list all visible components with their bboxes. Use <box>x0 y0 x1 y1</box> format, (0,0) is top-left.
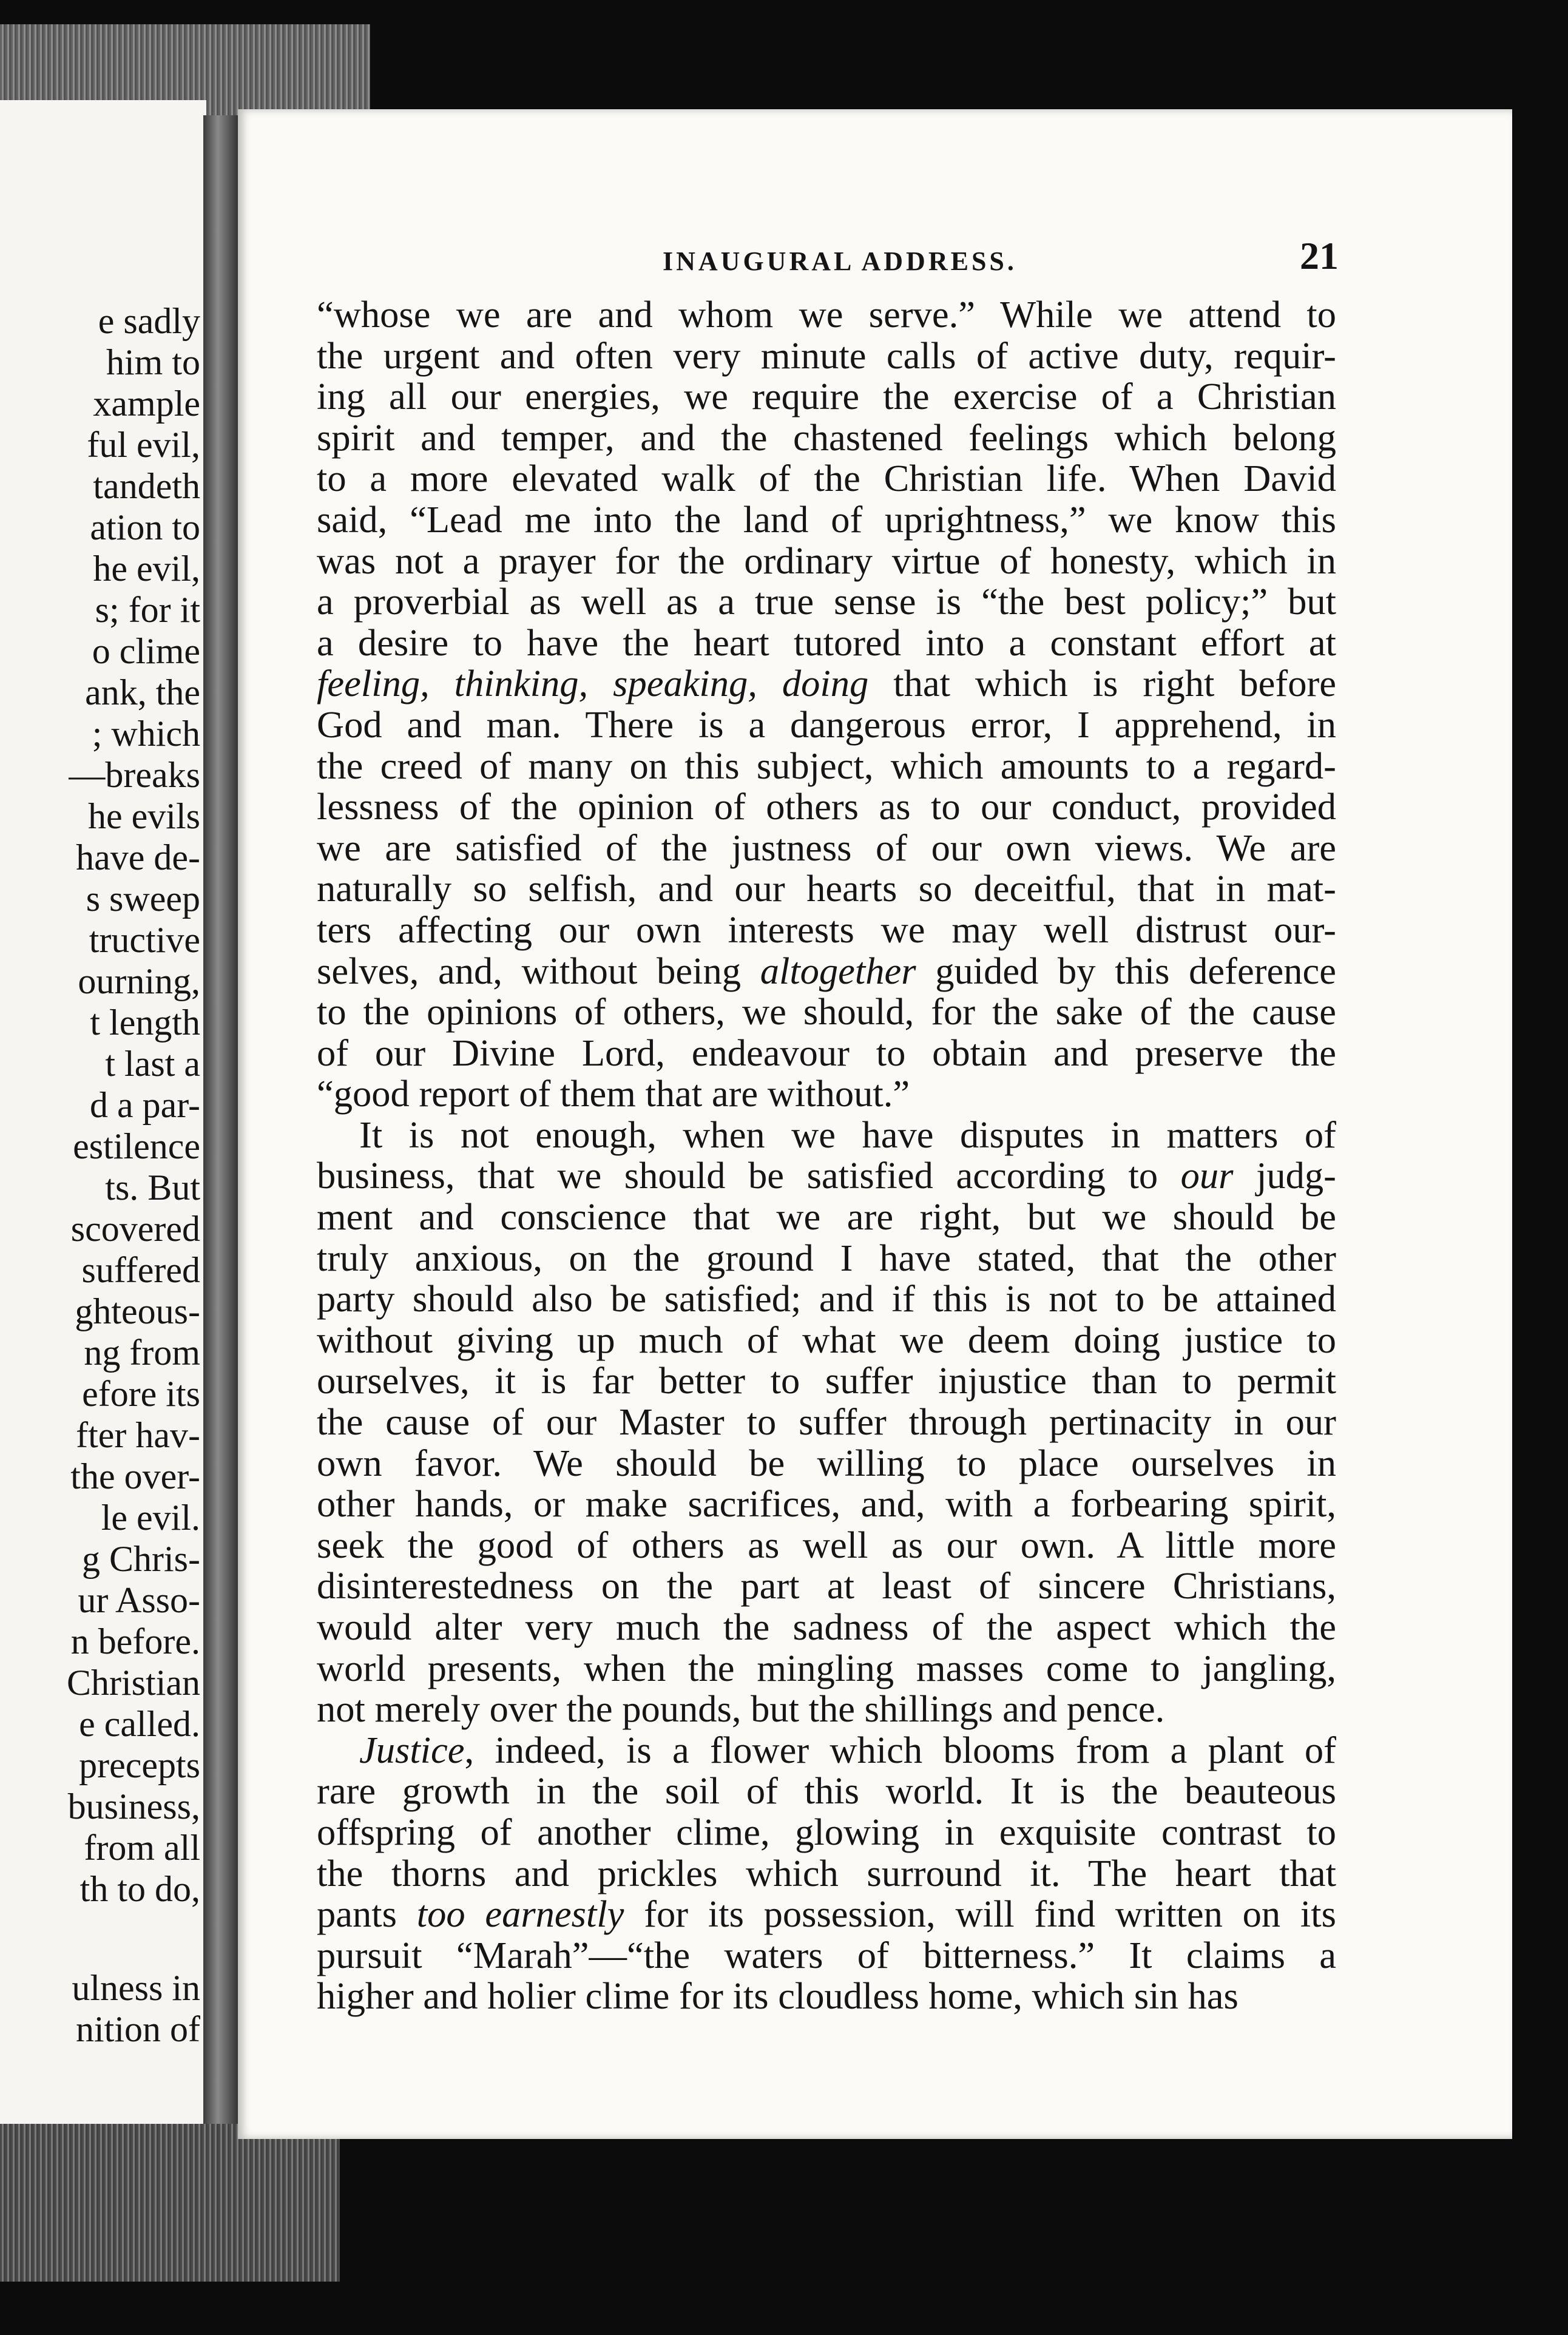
page-number: 21 <box>1300 234 1339 277</box>
text-line: pants too earnestly for its possession, will find written on its <box>317 1893 1336 1936</box>
text-line: selves, and, without being altogether guided by this deference <box>317 949 1336 992</box>
text-line: not merely over the pounds, but the shillings and pence. <box>317 1688 1165 1731</box>
text-line: pursuit “Marah”—“the waters of bitterness.” It claims a <box>317 1933 1336 1976</box>
text-line: offspring of another clime, glowing in exquisite contrast to <box>317 1810 1336 1853</box>
left-page-line: tandeth <box>93 466 200 506</box>
left-page-line: he evils <box>88 796 200 836</box>
left-page-line: ghteous- <box>75 1291 200 1331</box>
text-line: of our Divine Lord, endeavour to obtain and preserve the <box>317 1031 1336 1074</box>
text-line: God and man. There is a dangerous error, I apprehend, in <box>317 703 1336 746</box>
text-line: a proverbial as well as a true sense is “the best policy;” but <box>317 580 1336 623</box>
text-line: other hands, or make sacrifices, and, with a forbearing spirit, <box>317 1482 1336 1526</box>
left-page-line: xample <box>93 384 200 424</box>
text-line: “good report of them that are without.” <box>317 1072 910 1115</box>
left-page-spacer <box>67 1910 200 1967</box>
text-line: to a more elevated walk of the Christian life. When David <box>317 457 1336 500</box>
left-page-line: t last a <box>105 1044 200 1084</box>
left-page-text <box>67 300 200 2050</box>
left-page-line: have de- <box>76 837 200 877</box>
text-line: truly anxious, on the ground I have stated, that the other <box>317 1236 1336 1279</box>
left-page-line: nition of <box>76 2009 200 2049</box>
left-page-line: th to do, <box>79 1869 200 1909</box>
book-gutter <box>203 115 240 2124</box>
text-line: the cause of our Master to suffer through pertinacity in our <box>317 1401 1336 1444</box>
text-line: party should also be satisfied; and if this is not to be attained <box>317 1277 1336 1320</box>
text-line: a desire to have the heart tutored into a constant effort at <box>317 621 1336 664</box>
left-page-line: efore its <box>82 1374 200 1414</box>
text-line: said, “Lead me into the land of uprightness,” we know this <box>317 498 1336 541</box>
left-page-line: scovered <box>70 1209 200 1249</box>
left-page-line: s; for it <box>95 590 200 630</box>
left-page-line: ulness in <box>72 1968 200 2008</box>
left-page-line: g Chris- <box>82 1539 200 1579</box>
text-line: was not a prayer for the ordinary virtue of honesty, which in <box>317 539 1336 582</box>
left-page-line: ful evil, <box>87 425 200 465</box>
left-page-line: s sweep <box>86 879 200 919</box>
left-page-line: fter hav- <box>76 1415 200 1455</box>
text-line: feeling, thinking, speaking, doing that which is right before <box>317 662 1336 705</box>
text-line: would alter very much the sadness of the aspect which the <box>317 1606 1336 1648</box>
left-page-line: ts. But <box>105 1168 200 1208</box>
left-page-line: from all <box>84 1828 200 1868</box>
text-line: to the opinions of others, we should, for the sake of the cause <box>317 990 1336 1033</box>
text-line: business, that we should be satisfied according to our judg- <box>317 1154 1336 1197</box>
left-page-line: n before. <box>70 1621 200 1661</box>
left-page-line: ourning, <box>78 961 200 1001</box>
text-line: we are satisfied of the justness of our own views. We are <box>317 826 1336 869</box>
left-page <box>0 100 206 2124</box>
left-page-line: —breaks <box>69 755 200 795</box>
left-page-line: the over- <box>70 1456 200 1496</box>
text-line: spirit and temper, and the chastened feelings which belong <box>317 416 1336 459</box>
text-line: the thorns and prickles which surround it. The heart that <box>317 1851 1336 1894</box>
left-page-line: business, <box>67 1786 200 1826</box>
right-page <box>238 109 1512 2139</box>
left-page-line: Christian <box>67 1663 200 1703</box>
left-page-line: ur Asso- <box>78 1580 200 1620</box>
text-line: ment and conscience that we are right, but we should be <box>317 1195 1336 1238</box>
text-line: without giving up much of what we deem doing justice to <box>317 1318 1336 1361</box>
left-page-line: ; which <box>92 714 200 754</box>
book-cover-cloth-bottom <box>0 2124 340 2282</box>
left-page-line: him to <box>106 342 200 382</box>
text-line: the urgent and often very minute calls of active duty, requir- <box>317 334 1336 377</box>
left-page-line: ank, the <box>85 672 200 712</box>
left-page-line: he evil, <box>93 549 200 589</box>
text-line: disinterestedness on the part at least of sincere Christians, <box>317 1564 1336 1607</box>
left-page-line: suffered <box>81 1250 200 1290</box>
left-page-line: estilence <box>73 1126 200 1166</box>
left-page-line: t length <box>90 1002 200 1042</box>
text-line: lessness of the opinion of others as to our conduct, provided <box>317 785 1336 828</box>
text-line: the creed of many on this subject, which amounts to a regard- <box>317 744 1336 787</box>
text-line: ourselves, it is far better to suffer injustice than to permit <box>317 1359 1336 1402</box>
text-line: seek the good of others as well as our own. A little more <box>317 1523 1336 1566</box>
text-line: rare growth in the soil of this world. It is the beauteous <box>317 1769 1336 1813</box>
text-line: ing all our energies, we require the exercise of a Christian <box>317 375 1336 418</box>
text-line: world presents, when the mingling masses come to jangling, <box>317 1646 1336 1689</box>
running-head: INAUGURAL ADDRESS. <box>663 246 1017 276</box>
text-line: ters affecting our own interests we may well distrust our- <box>317 908 1336 951</box>
left-page-line: e sadly <box>98 301 200 341</box>
left-page-line: d a par- <box>89 1085 200 1125</box>
text-line: higher and holier clime for its cloudless home, which sin has <box>317 1975 1239 2018</box>
left-page-line: ng from <box>84 1333 200 1373</box>
text-line: naturally so selfish, and our hearts so deceitful, that in mat- <box>317 867 1336 910</box>
text-line: It is not enough, when we have disputes in matters of <box>359 1113 1336 1156</box>
left-page-line: tructive <box>89 920 200 960</box>
text-line: “whose we are and whom we serve.” While we attend to <box>317 293 1336 336</box>
body-text <box>317 294 1336 2017</box>
left-page-line: precepts <box>79 1745 200 1785</box>
left-page-line: ation to <box>90 507 200 547</box>
left-page-line: o clime <box>92 631 200 671</box>
left-page-line: le evil. <box>101 1498 200 1538</box>
text-line: Justice, indeed, is a flower which blooms from a plant of <box>359 1728 1336 1771</box>
left-page-line: e called. <box>79 1704 200 1744</box>
text-line: own favor. We should be willing to place ourselves in <box>317 1441 1336 1484</box>
